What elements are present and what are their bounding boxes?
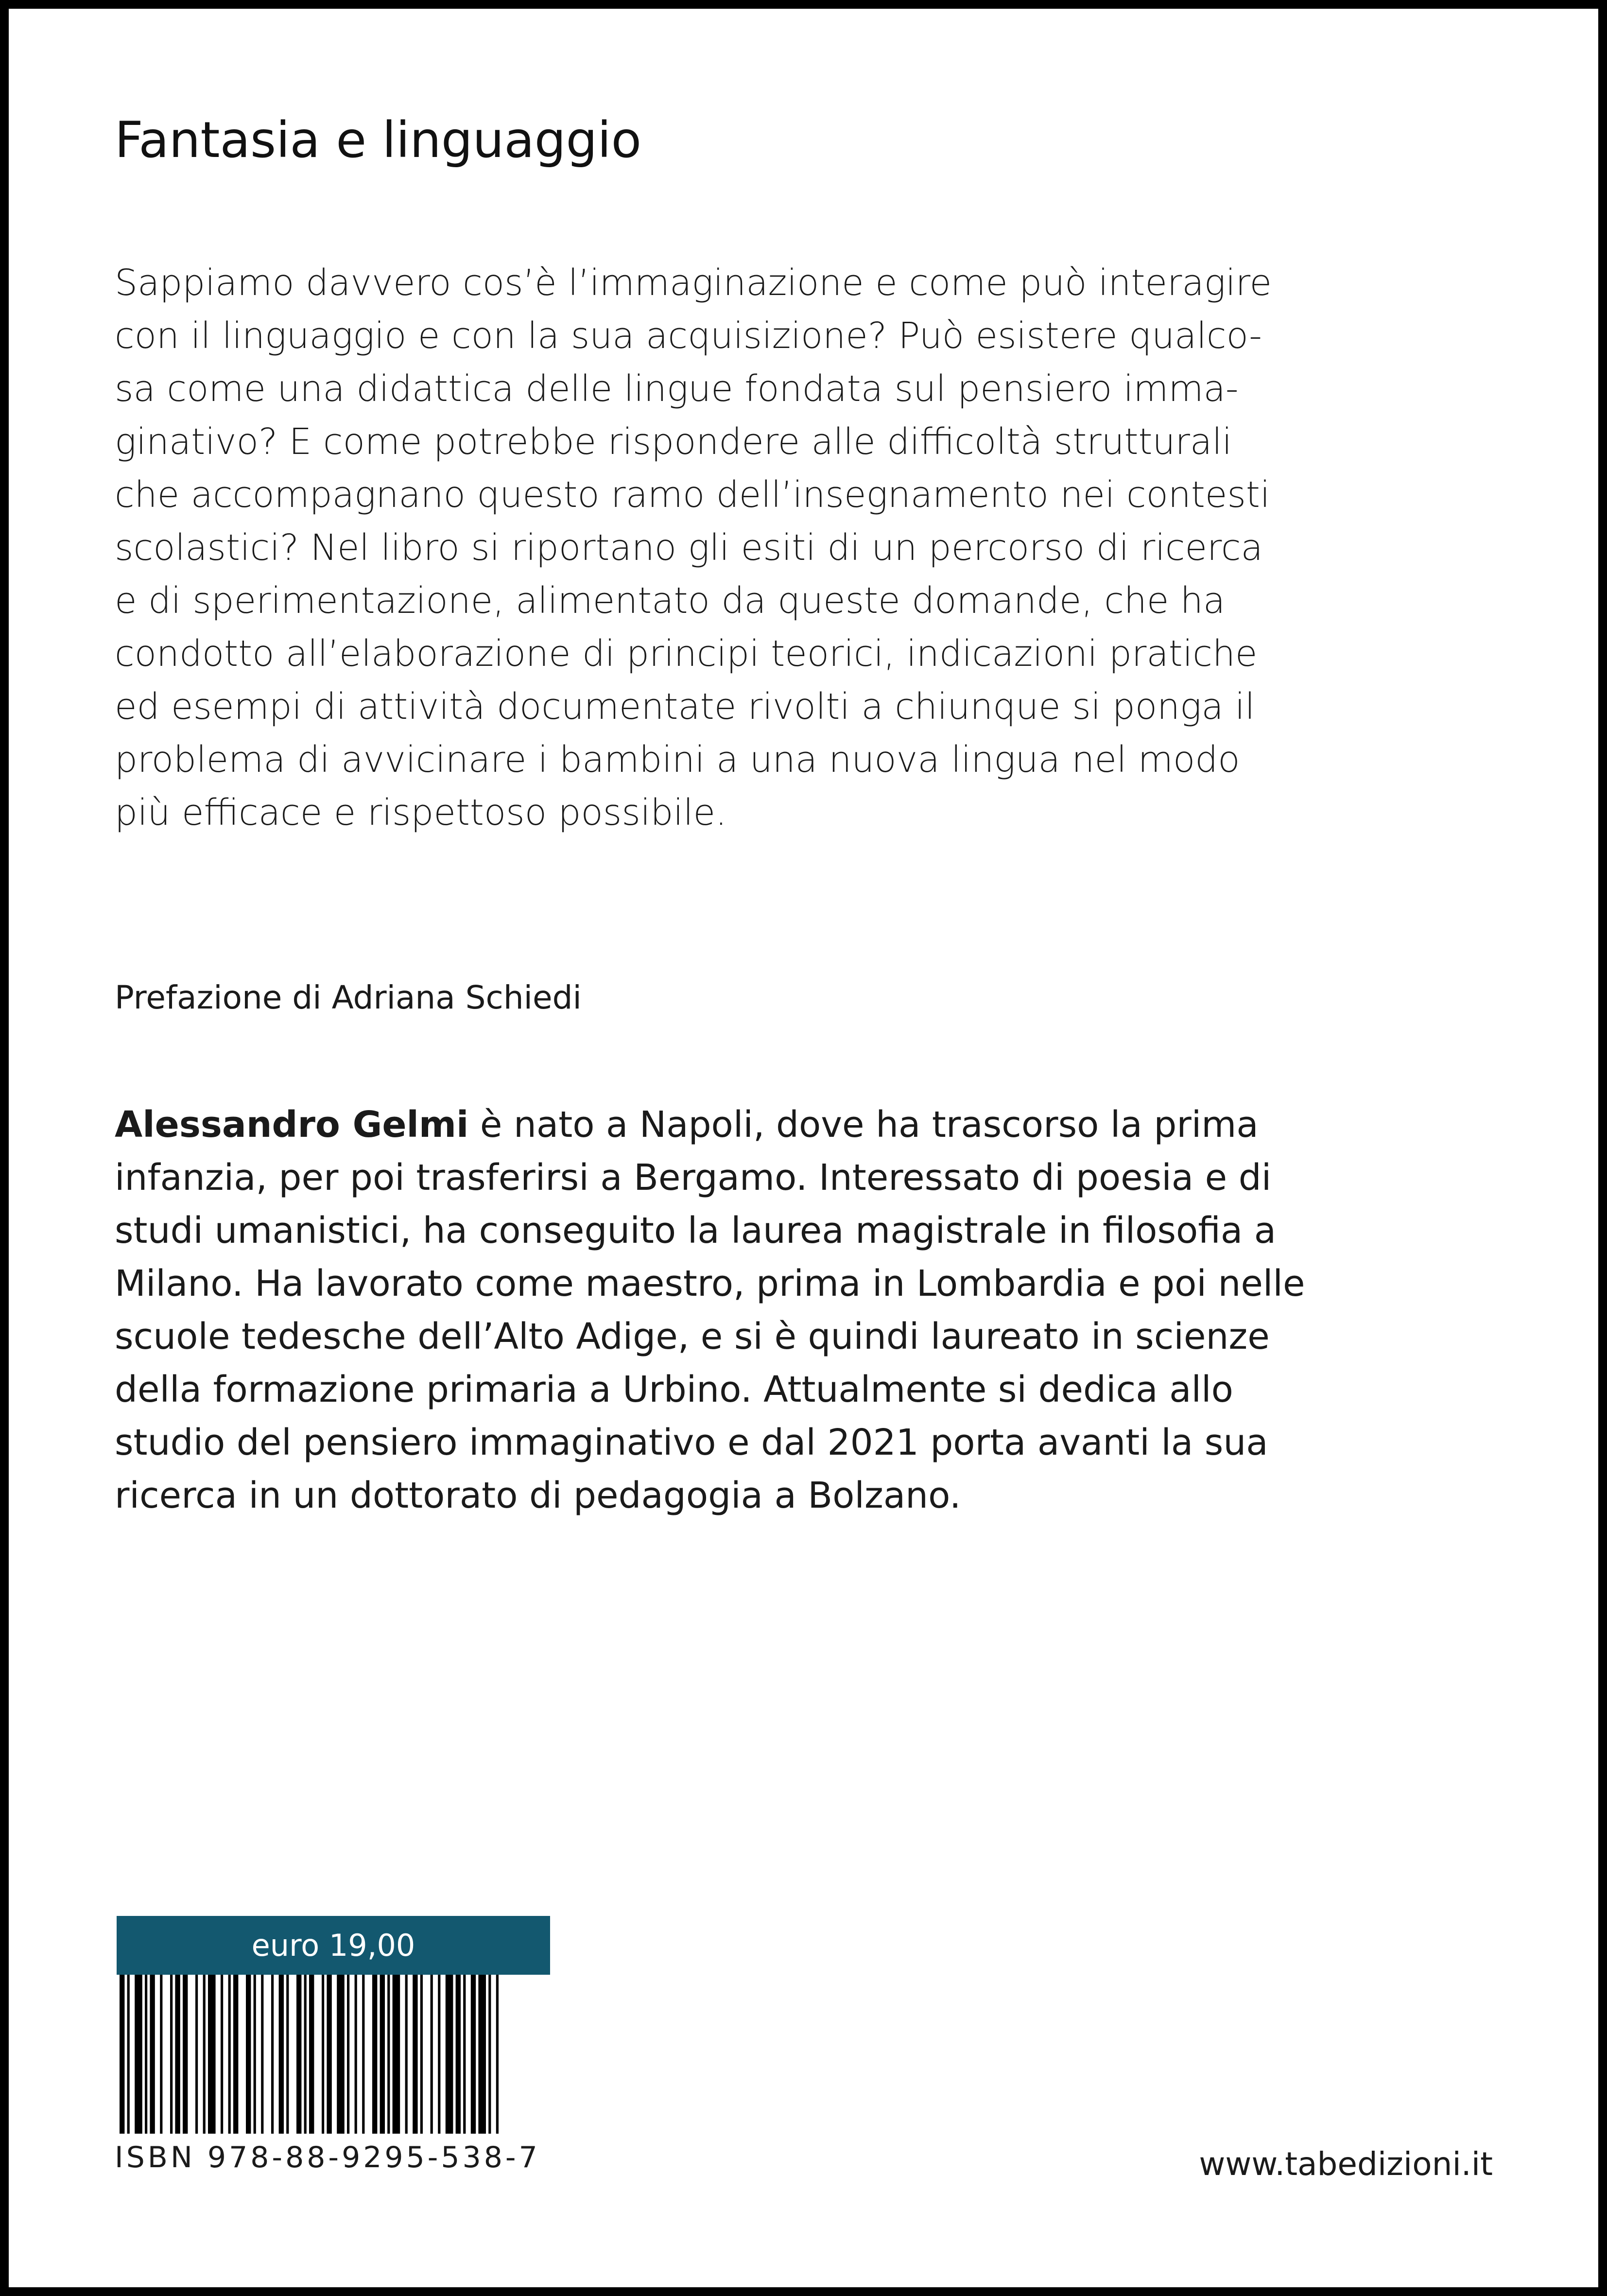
barcode-bar — [304, 1975, 307, 2134]
barcode-bars — [117, 1975, 550, 2134]
back-cover — [9, 9, 1598, 2287]
barcode-bar — [309, 1975, 314, 2134]
barcode-bar — [463, 1975, 466, 2134]
barcode-bar — [195, 1975, 198, 2134]
author-name: Alessandro Gelmi — [115, 1104, 469, 1146]
book-title: Fantasia e linguaggio — [115, 111, 641, 169]
barcode-bar — [355, 1975, 357, 2134]
barcode-bar — [380, 1975, 385, 2134]
bio-line: scuole tedesche dell’Alto Adige, e si è quindi laureato in scienze — [115, 1316, 1270, 1357]
barcode-bar — [478, 1975, 486, 2134]
barcode-bar — [261, 1975, 263, 2134]
barcode-bar — [446, 1975, 453, 2134]
blurb-line: ginativo? E come potrebbe rispondere alle difficoltà strutturali — [115, 421, 1232, 463]
barcode-bar — [183, 1975, 188, 2134]
barcode-bar — [471, 1975, 476, 2134]
barcode-bar — [496, 1975, 499, 2134]
barcode-bar — [170, 1975, 173, 2134]
bio-first-line-text: è nato a Napoli, dove ha trascorso la prima — [468, 1104, 1259, 1146]
barcode-bar — [127, 1975, 130, 2134]
barcode-bar — [135, 1975, 142, 2134]
bio-line: della formazione primaria a Urbino. Attualmente si dedica allo — [115, 1369, 1233, 1410]
bio-line: ricerca in un dottorato di pedagogia a Bolzano. — [115, 1475, 961, 1516]
blurb-line: condotto all’elaborazione di principi teorici, indicazioni pratiche — [115, 633, 1258, 675]
barcode-bar — [203, 1975, 206, 2134]
barcode-bar — [322, 1975, 324, 2134]
barcode-bar — [420, 1975, 423, 2134]
preface-credit: Prefazione di Adriana Schiedi — [115, 979, 582, 1016]
barcode-bar — [254, 1975, 256, 2134]
barcode-bar — [221, 1975, 223, 2134]
blurb-line: sa come una didattica delle lingue fondata sul pensiero imma- — [115, 368, 1239, 410]
barcode-bar — [175, 1975, 180, 2134]
blurb-paragraph — [115, 257, 1514, 839]
barcode-bar — [372, 1975, 377, 2134]
isbn-number: ISBN 978-88-9295-538-7 — [115, 2140, 540, 2174]
barcode-bar — [120, 1975, 124, 2134]
barcode-bar — [327, 1975, 331, 2134]
barcode-bar — [413, 1975, 417, 2134]
barcode-bar — [145, 1975, 147, 2134]
barcode-bar — [271, 1975, 274, 2134]
barcode-bar — [228, 1975, 231, 2134]
barcode-bar — [208, 1975, 216, 2134]
blurb-line: ed esempi di attività documentate rivolti a chiunque si ponga il — [115, 686, 1255, 728]
barcode-bar — [393, 1975, 400, 2134]
barcode-bar — [246, 1975, 251, 2134]
bio-line: infanzia, per poi trasferirsi a Bergamo. Interessato di poesia e di — [115, 1157, 1272, 1199]
barcode-bar — [233, 1975, 238, 2134]
blurb-line: Sappiamo davvero cos’è l’immaginazione e come può interagire — [115, 262, 1272, 304]
barcode-bar — [347, 1975, 349, 2134]
blurb-line: che accompagnano questo ramo dell’insegnamento nei contesti — [115, 474, 1270, 516]
bio-line — [115, 1098, 1514, 1151]
blurb-line: problema di avvicinare i bambini a una nuova lingua nel modo — [115, 739, 1240, 781]
barcode-image — [117, 1975, 550, 2134]
price-label: euro 19,00 — [117, 1916, 550, 1975]
barcode-bar — [337, 1975, 345, 2134]
bio-line: studio del pensiero immaginativo e dal 2021 porta avanti la sua — [115, 1422, 1268, 1463]
bio-line: studi umanistici, ha conseguito la laurea magistrale in filosofia a — [115, 1210, 1277, 1252]
blurb-line: con il linguaggio e con la sua acquisizione? Può esistere qualco- — [115, 315, 1262, 357]
barcode-bar — [488, 1975, 491, 2134]
barcode-bar — [362, 1975, 364, 2134]
blurb-line: scolastici? Nel libro si riportano gli esiti di un percorso di ricerca — [115, 527, 1263, 569]
blurb-line: e di sperimentazione, alimentato da queste domande, che ha — [115, 580, 1226, 622]
barcode-bar — [438, 1975, 440, 2134]
barcode-bar — [387, 1975, 390, 2134]
barcode-bar — [150, 1975, 155, 2134]
barcode-bar — [286, 1975, 289, 2134]
bio-line: Milano. Ha lavorato come maestro, prima in Lombardia e poi nelle — [115, 1263, 1305, 1305]
barcode-bar — [456, 1975, 461, 2134]
barcode-bar — [279, 1975, 284, 2134]
barcode-bar — [160, 1975, 162, 2134]
author-bio — [115, 1098, 1514, 1522]
barcode-bar — [405, 1975, 408, 2134]
barcode-bar — [296, 1975, 301, 2134]
blurb-line: più efficace e rispettoso possibile. — [115, 792, 727, 834]
publisher-website[interactable]: www.tabedizioni.it — [1199, 2145, 1493, 2183]
barcode-bar — [431, 1975, 433, 2134]
